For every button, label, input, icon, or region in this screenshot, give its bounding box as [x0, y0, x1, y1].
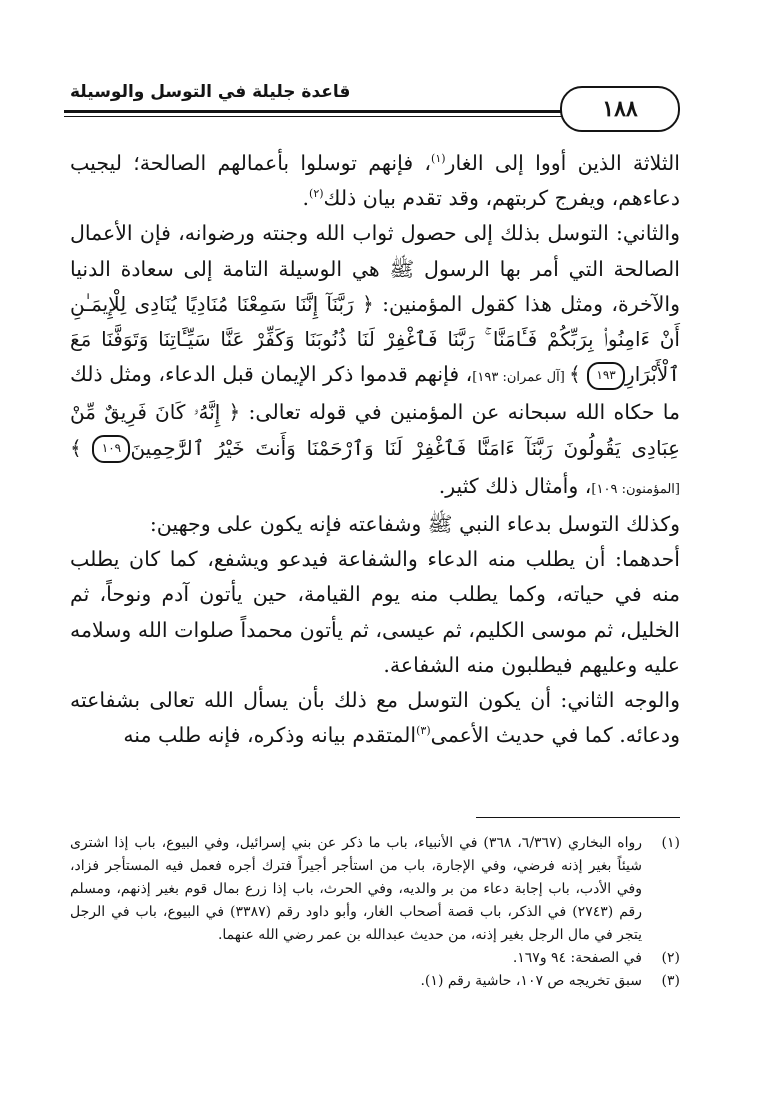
paragraph-p1 [70, 146, 680, 216]
footnote-number: (٢) [661, 950, 680, 966]
page-number: ١٨٨ [560, 86, 680, 132]
footnote-item [70, 832, 680, 947]
footnote-ref: (٣) [416, 724, 431, 738]
text-segment: وكذلك التوسل بدعاء النبي ﷺ وشفاعته فإنه يكون على وجهين: [149, 512, 680, 537]
text-segment: والوجه الثاني: أن يكون التوسل مع ذلك بأن يسأل الله تعالى بشفاعته ودعائه. كما في حديث الأعمى [70, 688, 680, 748]
footnote-text: سبق تخريجه ص ١٠٧، حاشية رقم (١). [420, 973, 642, 989]
text-segment: ، فإنهم توسلوا بأعمالهم الصالحة؛ ليجيب دعاءهم، ويفرج كربتهم، وقد تقدم بيان ذلك [70, 151, 680, 211]
verse-citation: [المؤمنون: ١٠٩] [591, 481, 680, 497]
text-segment: أحدهما: أن يطلب منه الدعاء والشفاعة فيدعو ويشفع، كما كان يطلب منه في حياته، وكما يطلب منه يوم القيامة، حين يأتون آدم ونوحاً، ثم الخليل، ثم موسى الكليم، ثم عيسى، ثم يأتون محمداً صلوات الله وسلامه عليه وعليهم فيطلبون منه الشفاعة. [70, 547, 680, 677]
text-segment: ، فإنهم قدموا ذكر الإيمان قبل الدعاء، ومثل ذلك ما حكاه الله سبحانه عن المؤمنين في قوله تعالى: [70, 362, 680, 425]
ayah-number-marker: ١٩٣ [587, 362, 625, 390]
footnote-item [70, 947, 680, 970]
quran-verse: ﴾ [568, 362, 588, 387]
text-segment: والثاني: التوسل بذلك إلى حصول ثواب الله وجنته ورضوانه، فإن الأعمال الصالحة التي أمر بها الرسول ﷺ هي الوسيلة التامة إلى سعادة الدنيا والآخرة، ومثل هذا كقول المؤمنين: [70, 221, 680, 316]
quran-verse: ﴿ إِنَّهُۥ كَانَ فَرِيقٌ مِّنْ عِبَادِى يَقُولُونَ رَبَّنَآ ءَامَنَّا فَٱغْفِرْ لَنَا وَٱرْحَمْنَا وَأَنتَ خَيْرُ ٱلرَّٰحِمِينَ [70, 400, 681, 460]
main-text [70, 146, 680, 753]
paragraph-p4 [70, 542, 680, 683]
quran-verse: ﴾ [70, 435, 93, 460]
footnote-item [70, 970, 680, 993]
paragraph-p2 [70, 216, 680, 507]
paragraph-p3 [70, 507, 680, 542]
footnote-number: (١) [661, 835, 680, 851]
text-segment: . [302, 186, 310, 211]
footnote-ref: (٢) [309, 187, 324, 201]
footnote-number: (٣) [661, 973, 680, 989]
footnote-separator [476, 817, 680, 818]
running-title: قاعدة جليلة في التوسل والوسيلة [70, 82, 351, 102]
quran-verse: ﴿ رَبَّنَآ إِنَّنَا سَمِعْنَا مُنَادِيًا يُنَادِى لِلْإِيمَـٰنِ أَنْ ءَامِنُوا۟ بِرَبِّكُمْ فَـَٔامَنَّا ۚ رَبَّنَا فَٱغْفِرْ لَنَا ذُنُوبَنَا وَكَفِّرْ عَنَّا سَيِّـَٔاتِنَا وَتَوَفَّنَا مَعَ ٱلْأَبْرَارِ [70, 291, 680, 387]
paragraph-p5 [70, 683, 680, 753]
footnote-text: في الصفحة: ٩٤ و١٦٧. [512, 950, 642, 966]
footnote-text: رواه البخاري (٦/٣٦٧، ٣٦٨) في الأنبياء، باب ما ذكر عن بني إسرائيل، وفي البيوع، باب إذا اشترى شيئاً بغير إذنه فرضي، وفي الإجارة، باب من استأجر أجيراً فترك أجره فعمل فيه المستأجر فزاد، وفي الأدب، باب إجابة دعاء من بر والديه، وفي الحرث، باب إذا زرع بمال قوم بغير إذنهم، ومسلم رقم (٢٧٤٣) في الذكر، باب قصة أصحاب الغار، وأبو داود رقم (٣٣٨٧) في البيوع، باب في الرجل يتجر في مال الرجل بغير إذنه، من حديث عبدالله بن عمر رضي الله عنهما. [70, 835, 643, 943]
text-segment: الثلاثة الذين أووا إلى الغار [445, 151, 680, 175]
footnotes [70, 832, 680, 993]
text-segment: المتقدم بيانه وذكره، فإنه طلب منه [123, 723, 417, 748]
verse-citation: [آل عمران: ١٩٣] [472, 370, 569, 386]
ayah-number-marker: ١٠٩ [92, 435, 130, 463]
text-segment: ، وأمثال ذلك كثير. [438, 473, 592, 498]
footnote-ref: (١) [431, 152, 446, 166]
